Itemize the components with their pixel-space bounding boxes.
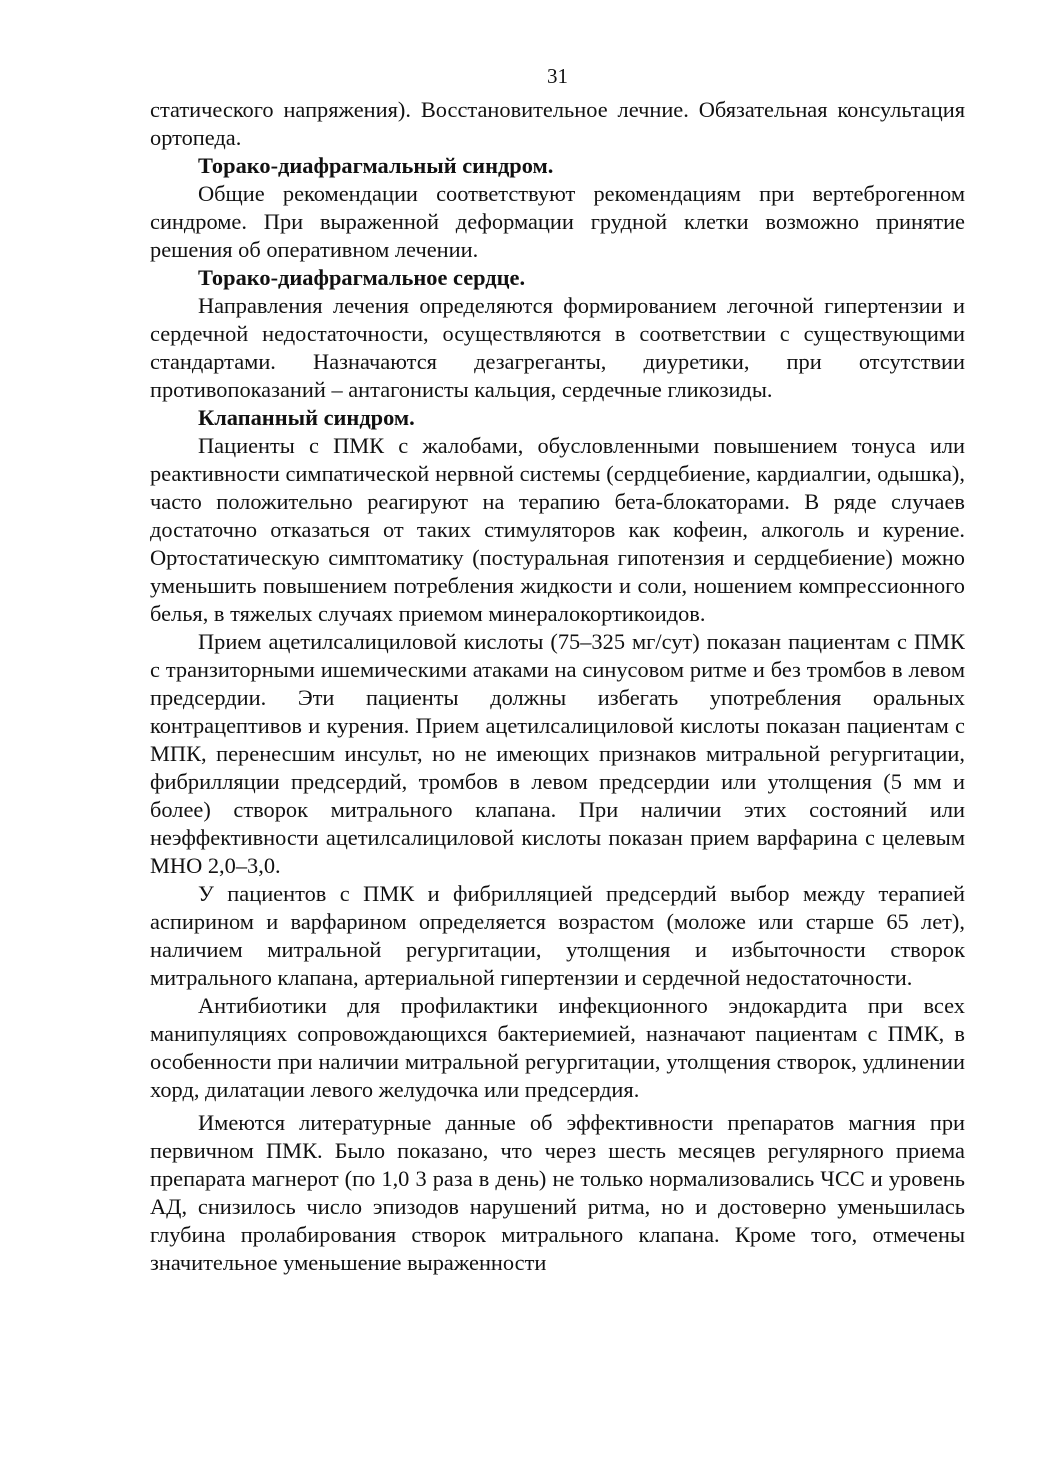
paragraph: Прием ацетилсалициловой кислоты (75–325 мг/сут) показан пациентам с ПМК с транзиторными ишемическими атаками на синусовом ритме и без тромбов в левом предсердии. Эти пациенты должны избегать употребления оральных контрацептивов и курения. Прием ацетилсалициловой кислоты показан пациентам с МПК, перенесшим инсульт, но не имеющих признаков митральной регургитации, фибрилляции предсердий, тромбов в левом предсердии или утолщения (5 мм и более) створок митрального клапана. При наличии этих состояний или неэффективности ацетилсалициловой кислоты показан прием варфарина с целевым МНО 2,0–3,0. bbox=[150, 629, 965, 878]
paragraph: Пациенты с ПМК с жалобами, обусловленными повышением тонуса или реактивности симпатической нервной системы (сердцебиение, кардиалгии, одышка), часто положительно реагируют на терапию бета-блокаторами. В ряде случаев достаточно отказаться от таких стимуляторов как кофеин, алкоголь и курение. Ортостатическую симптоматику (постуральная гипотензия и сердцебиение) можно уменьшить повышением потребления жидкости и соли, ношением компрессионного белья, в тяжелых случаях приемом минералокортикоидов. bbox=[150, 433, 965, 626]
paragraph: статического напряжения). Восстановительное лечние. Обязательная консультация ортопеда. bbox=[150, 97, 965, 150]
section-heading: Торако-диафрагмальное сердце. bbox=[198, 265, 526, 290]
page-number: 31 bbox=[547, 64, 568, 88]
section-heading: Торако-диафрагмальный синдром. bbox=[198, 153, 554, 178]
paragraph: У пациентов с ПМК и фибрилляцией предсердий выбор между терапией аспирином и варфарином определяется возрастом (моложе или старше 65 лет), наличием митральной регургитации, утолщения и избыточности створок митрального клапана, артериальной гипертензии и сердечной недостаточности. bbox=[150, 881, 965, 990]
section-heading: Клапанный синдром. bbox=[198, 405, 415, 430]
paragraph: Общие рекомендации соответствуют рекомендациям при вертеброгенном синдроме. При выраженной деформации грудной клетки возможно принятие решения об оперативном лечении. bbox=[150, 181, 965, 262]
document-page bbox=[150, 62, 965, 1277]
paragraph: Направления лечения определяются формированием легочной гипертензии и сердечной недостаточности, осуществляются в соответствии с существующими стандартами. Назначаются дезагреганты, диуретики, при отсутствии противопоказаний – антагонисты кальция, сердечные гликозиды. bbox=[150, 293, 965, 402]
paragraph: Антибиотики для профилактики инфекционного эндокардита при всех манипуляциях сопровождающихся бактериемией, назначают пациентам с ПМК, в особенности при наличии митральной регургитации, утолщения створок, удлинении хорд, дилатации левого желудочка или предсердия. bbox=[150, 993, 965, 1102]
document-body bbox=[150, 96, 965, 1277]
paragraph: Имеются литературные данные об эффективности препаратов магния при первичном ПМК. Было показано, что через шесть месяцев регулярного приема препарата магнерот (по 1,0 3 раза в день) не только нормализовались ЧСС и уровень АД, снизилось число эпизодов нарушений ритма, но и достоверно уменьшилась глубина пролабирования створок митрального клапана. Кроме того, отмечены значительное уменьшение выраженности bbox=[150, 1110, 965, 1275]
